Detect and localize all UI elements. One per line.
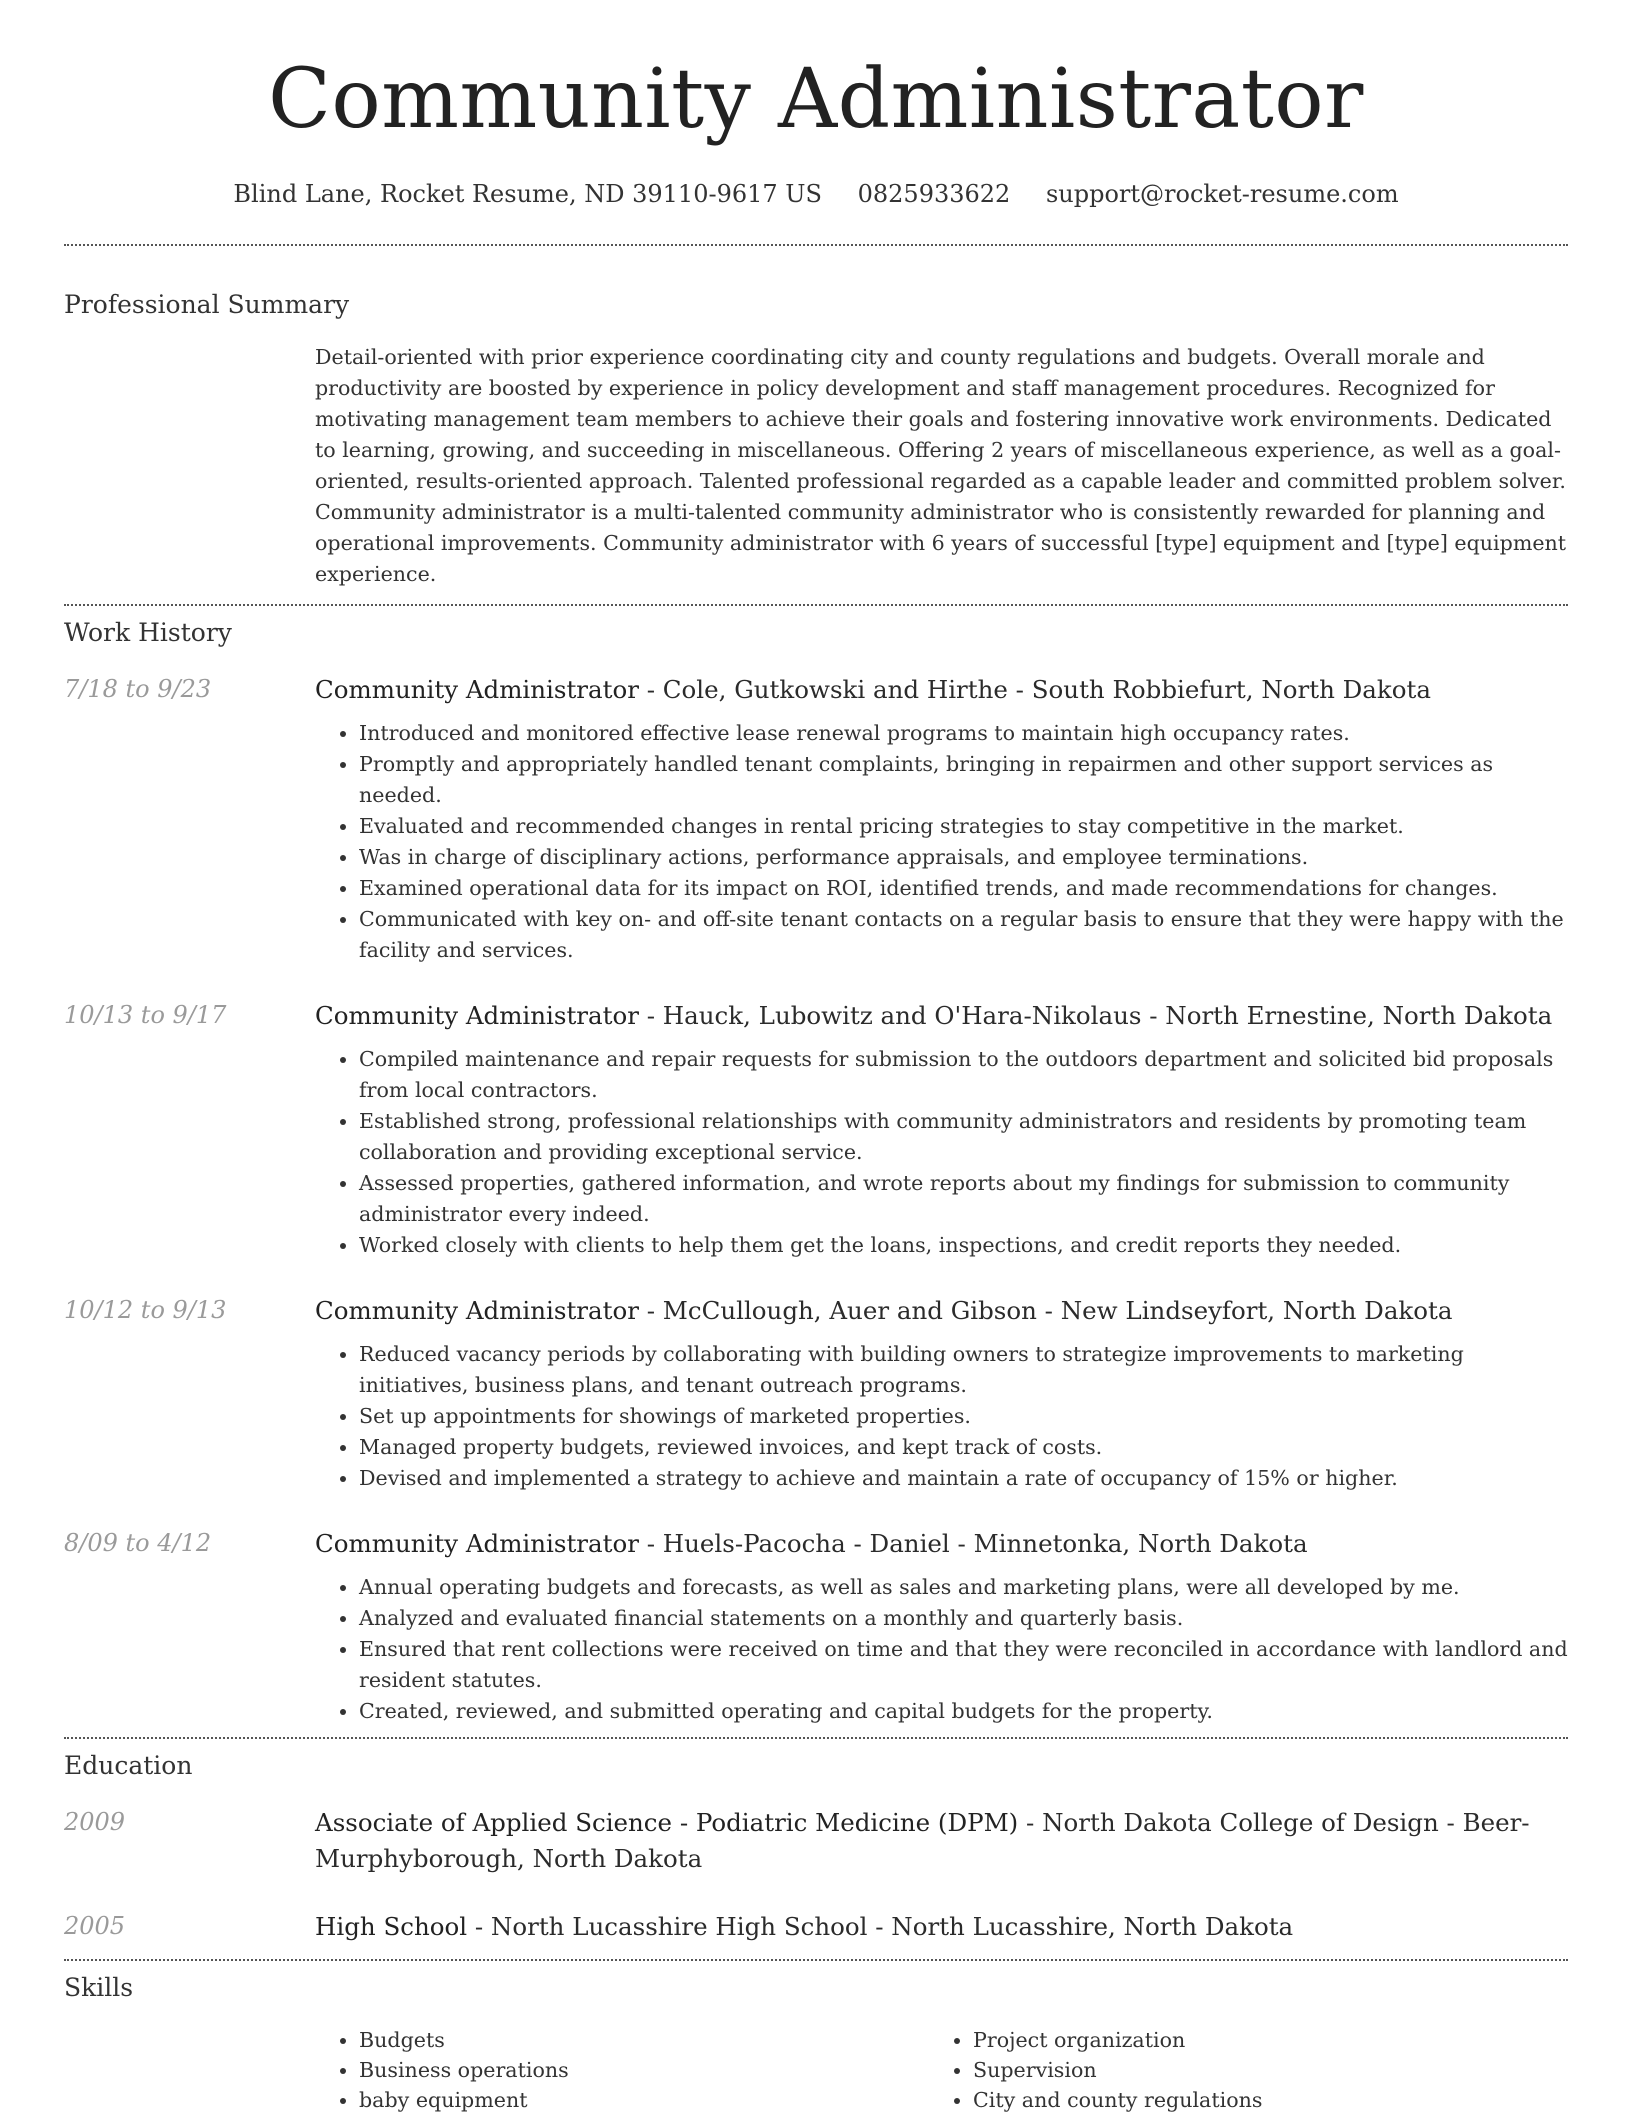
work-bullet: • Examined operational data for its impact on ROI, identified trends, and made recommendations for changes.: [359, 873, 1568, 904]
job-details: - Cole, Gutkowski and Hirthe - South Robbiefurt, North Dakota: [638, 675, 1431, 704]
section-divider: [64, 1959, 1568, 1961]
school-details: - North Dakota College of Design - Beer-Murphyborough, North Dakota: [315, 1808, 1530, 1873]
section-divider: [64, 1737, 1568, 1739]
skill-item: • Budgets: [359, 2025, 929, 2055]
skills-column-left: [315, 2025, 929, 2115]
school-details: - North Lucasshire High School - North Lucasshire, North Dakota: [467, 1912, 1294, 1941]
section-title-summary: Professional Summary: [64, 290, 350, 319]
work-bullet: • Evaluated and recommended changes in rental pricing strategies to stay competitive in the market.: [359, 811, 1568, 842]
candidate-name: Community Administrator: [268, 52, 1364, 147]
job-details: - Hauck, Lubowitz and O'Hara-Nikolaus - North Ernestine, North Dakota: [638, 1001, 1553, 1030]
work-dates: 10/13 to 9/17: [64, 1001, 227, 1029]
education-entry: [64, 1805, 1568, 1877]
work-dates: 10/12 to 9/13: [64, 1296, 227, 1324]
contact-email: support@rocket-resume.com: [1045, 180, 1399, 208]
work-bullets: [315, 1572, 1568, 1727]
work-bullet: • Compiled maintenance and repair requests for submission to the outdoors department and solicited bid proposals from local contractors.: [359, 1044, 1568, 1106]
contact-address: Blind Lane, Rocket Resume, ND 39110-9617 US: [233, 180, 822, 208]
work-title: [315, 1526, 1568, 1562]
education-title: [315, 1805, 1568, 1877]
job-role: Community Administrator: [315, 1529, 639, 1558]
job-role: Community Administrator: [315, 675, 639, 704]
work-bullet: • Assessed properties, gathered information, and wrote reports about my findings for submission to community administrator every indeed.: [359, 1168, 1568, 1230]
section-title-education: Education: [64, 1751, 193, 1780]
work-bullets: [315, 1339, 1568, 1494]
education-entry: [64, 1909, 1568, 1945]
summary-text: Detail-oriented with prior experience coordinating city and county regulations and budgets. Overall morale and productivity are boosted by experience in policy development and staff management procedures. Recognized for motivating management team members to achieve their goals and fostering innovative work environments. Dedicated to learning, growing, and succeeding in miscellaneous. Offering 2 years of miscellaneous experience, as well as a goal-oriented, results-oriented approach. Talented professional regarded as a capable leader and committed problem solver. Community administrator is a multi-talented community administrator who is consistently rewarded for planning and operational improvements. Community administrator with 6 years of successful [type] equipment and [type] equipment experience.: [315, 345, 1567, 586]
job-details: - Huels-Pacocha - Daniel - Minnetonka, North Dakota: [638, 1529, 1308, 1558]
section-divider: [64, 604, 1568, 606]
work-bullet: • Was in charge of disciplinary actions, performance appraisals, and employee terminations.: [359, 842, 1568, 873]
education-title: [315, 1909, 1568, 1945]
job-details: - McCullough, Auer and Gibson - New Lindseyfort, North Dakota: [638, 1296, 1453, 1325]
work-bullet: • Annual operating budgets and forecasts, as well as sales and marketing plans, were all developed by me.: [359, 1572, 1568, 1603]
work-title: [315, 672, 1568, 708]
skill-item: • Business operations: [359, 2055, 929, 2085]
work-bullet: • Devised and implemented a strategy to achieve and maintain a rate of occupancy of 15% or higher.: [359, 1463, 1568, 1494]
work-entry: [64, 1526, 1568, 1727]
work-bullet: • Worked closely with clients to help them get the loans, inspections, and credit reports they needed.: [359, 1230, 1568, 1261]
work-bullet: • Promptly and appropriately handled tenant complaints, bringing in repairmen and other support services as needed.: [359, 749, 1568, 811]
degree: Associate of Applied Science - Podiatric Medicine (DPM): [315, 1808, 1019, 1837]
work-bullet: • Created, reviewed, and submitted operating and capital budgets for the property.: [359, 1696, 1568, 1727]
work-title: [315, 1293, 1568, 1329]
skill-item: • Project organization: [973, 2025, 1543, 2055]
work-bullets: [315, 718, 1568, 966]
education-year: 2009: [64, 1808, 126, 1836]
work-bullet: • Analyzed and evaluated financial statements on a monthly and quarterly basis.: [359, 1603, 1568, 1634]
work-bullet: • Managed property budgets, reviewed invoices, and kept track of costs.: [359, 1432, 1568, 1463]
skill-item: • Supervision: [973, 2055, 1543, 2085]
degree: High School: [315, 1912, 468, 1941]
work-bullet: • Communicated with key on- and off-site tenant contacts on a regular basis to ensure that they were happy with the facility and services.: [359, 904, 1568, 966]
skills-column-right: [929, 2025, 1543, 2115]
work-bullets: [315, 1044, 1568, 1261]
work-dates: 8/09 to 4/12: [64, 1529, 212, 1557]
job-role: Community Administrator: [315, 1296, 639, 1325]
work-entry: [64, 672, 1568, 966]
skills-list: [315, 2025, 1568, 2115]
work-bullet: • Established strong, professional relationships with community administrators and residents by promoting team collaboration and providing exceptional service.: [359, 1106, 1568, 1168]
work-bullet: • Ensured that rent collections were received on time and that they were reconciled in accordance with landlord and resident statutes.: [359, 1634, 1568, 1696]
section-title-skills: Skills: [64, 1973, 134, 2002]
contact-line: [0, 178, 1632, 210]
skill-item: • baby equipment: [359, 2085, 929, 2115]
work-bullet: • Set up appointments for showings of marketed properties.: [359, 1401, 1568, 1432]
work-bullet: • Introduced and monitored effective lease renewal programs to maintain high occupancy rates.: [359, 718, 1568, 749]
section-divider: [64, 244, 1568, 246]
work-dates: 7/18 to 9/23: [64, 675, 212, 703]
resume-header: [0, 0, 1632, 210]
skill-item: • City and county regulations: [973, 2085, 1543, 2115]
job-role: Community Administrator: [315, 1001, 639, 1030]
work-entry: [64, 1293, 1568, 1494]
work-bullet: • Reduced vacancy periods by collaborating with building owners to strategize improvements to marketing initiatives, business plans, and tenant outreach programs.: [359, 1339, 1568, 1401]
education-year: 2005: [64, 1912, 126, 1940]
section-title-work-history: Work History: [64, 618, 232, 647]
contact-phone: 0825933622: [857, 180, 1011, 208]
work-entry: [64, 998, 1568, 1261]
work-title: [315, 998, 1568, 1034]
